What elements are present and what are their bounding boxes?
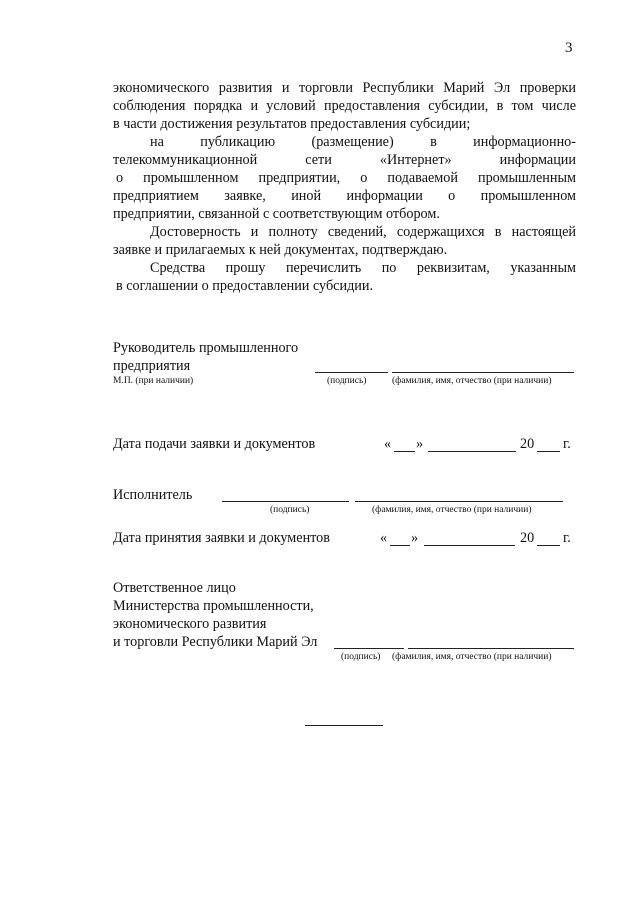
head-label-line1: Руководитель промышленного xyxy=(113,340,299,356)
submission-year-field[interactable] xyxy=(537,451,560,452)
responsible-line3: экономического развития xyxy=(113,616,267,632)
year-suffix: г. xyxy=(563,530,571,546)
page-number: 3 xyxy=(565,40,573,56)
paragraph-line: соблюдения порядка и условий предоставления субсидии, в том числе xyxy=(113,98,576,114)
paragraph-line: на публикацию (размещение) в информационно- xyxy=(150,134,576,150)
paragraph-line: о промышленном предприятии, о подаваемой промышленным xyxy=(116,170,576,186)
acceptance-day-field[interactable] xyxy=(390,545,410,546)
day-close-quote: » xyxy=(416,436,424,452)
submission-day-field[interactable] xyxy=(394,451,415,452)
acceptance-year-field[interactable] xyxy=(537,545,560,546)
responsible-name-line[interactable] xyxy=(408,648,574,649)
paragraph-line: заявке и прилагаемых к ней документах, подтверждаю. xyxy=(113,242,448,258)
head-signature-caption: (подпись) xyxy=(327,376,367,386)
submission-month-field[interactable] xyxy=(428,451,516,452)
head-label-line2: предприятия xyxy=(113,358,191,374)
executor-name-caption: (фамилия, имя, отчество (при наличии) xyxy=(372,505,532,515)
head-name-line[interactable] xyxy=(392,372,574,373)
paragraph-line: Средства прошу перечислить по реквизитам, указанным xyxy=(150,260,576,276)
head-signature-line[interactable] xyxy=(315,372,388,373)
paragraph-line: предприятии, связанной с соответствующим отбором. xyxy=(113,206,440,222)
paragraph-line: Достоверность и полноту сведений, содержащихся в настоящей xyxy=(150,224,576,240)
day-close-quote: » xyxy=(411,530,419,546)
day-open-quote: « xyxy=(384,436,392,452)
paragraph-line: в соглашении о предоставлении субсидии. xyxy=(116,278,374,294)
year-prefix: 20 xyxy=(520,530,535,546)
year-suffix: г. xyxy=(563,436,571,452)
submission-date-label: Дата подачи заявки и документов xyxy=(113,436,316,452)
closing-separator xyxy=(305,725,383,726)
year-prefix: 20 xyxy=(520,436,535,452)
paragraph-line: в части достижения результатов предоставления субсидии; xyxy=(113,116,471,132)
responsible-line1: Ответственное лицо xyxy=(113,580,236,596)
day-open-quote: « xyxy=(380,530,388,546)
stamp-note: М.П. (при наличии) xyxy=(113,376,194,386)
responsible-signature-caption: (подпись) xyxy=(341,652,381,662)
executor-label: Исполнитель xyxy=(113,487,193,503)
responsible-name-caption: (фамилия, имя, отчество (при наличии) xyxy=(392,652,552,662)
paragraph-line: телекоммуникационной сети «Интернет» информации xyxy=(113,152,576,168)
head-name-caption: (фамилия, имя, отчество (при наличии) xyxy=(392,376,552,386)
responsible-signature-line[interactable] xyxy=(334,648,404,649)
acceptance-date-label: Дата принятия заявки и документов xyxy=(113,530,330,546)
paragraph-line: экономического развития и торговли Республики Марий Эл проверки xyxy=(113,80,576,96)
acceptance-month-field[interactable] xyxy=(424,545,515,546)
responsible-line4: и торговли Республики Марий Эл xyxy=(113,634,318,650)
responsible-line2: Министерства промышленности, xyxy=(113,598,314,614)
executor-signature-caption: (подпись) xyxy=(270,505,310,515)
executor-signature-line[interactable] xyxy=(222,501,349,502)
executor-name-line[interactable] xyxy=(355,501,563,502)
paragraph-line: предприятием заявке, иной информации о промышленном xyxy=(113,188,576,204)
